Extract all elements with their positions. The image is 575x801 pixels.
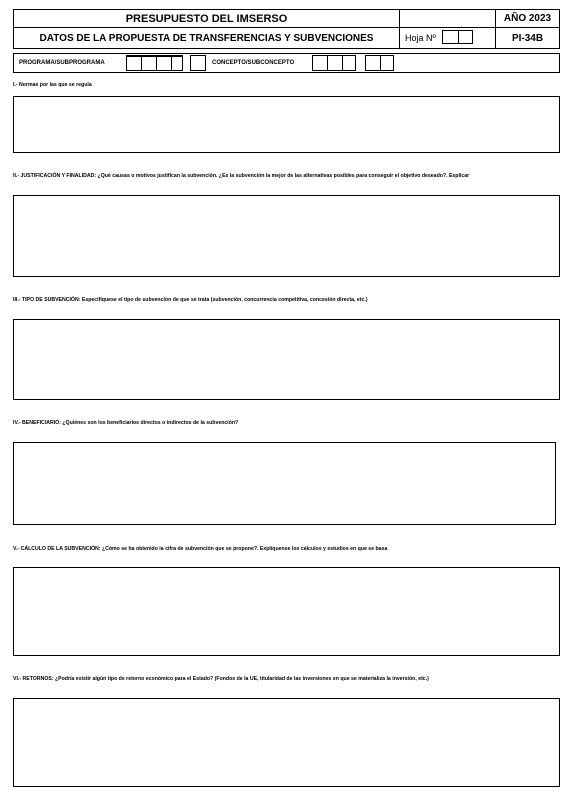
answer-box-justificacion[interactable] [13,195,560,277]
question-beneficiario: IV.- BENEFICIARIO: ¿Quiénes son los beneficiarios directos o indirectos de la subvención? [13,420,239,426]
question-tipo: III.- TIPO DE SUBVENCIÓN: Especifíquese el tipo de subvención de que se trata (subvención, concurrencia competitiva, concesión directa, etc.) [13,297,368,303]
form-code-cell [495,27,560,49]
form-title: PRESUPUESTO DEL IMSERSO [125,12,288,25]
hoja-label: Hoja Nº [405,33,436,43]
question-calculo: V.- CÁLCULO DE LA SUBVENCIÓN: ¿Cómo se ha obtenido la cifra de subvención que se propone?. Explíquense los cálculos y estudios en que se basa [13,546,388,552]
concepto-field[interactable] [312,55,356,71]
year-cell [495,9,560,28]
answer-box-tipo[interactable] [13,319,560,400]
year-label: AÑO 2023 [503,13,552,24]
subprograma-field[interactable] [190,55,206,71]
subtitle-cell [13,27,400,49]
question-normas: I.- Normas por las que se regula [13,82,92,88]
form-code: PI-34B [511,32,544,44]
answer-box-retornos[interactable] [13,698,560,787]
header-spacer-cell [399,9,496,28]
question-retornos: VI.- RETORNOS: ¿Podría existir algún tipo de retorno económico para el Estado? (Fondos de la UE, titularidad de las inversiones en que se materializa la inversión, etc.) [13,676,429,682]
question-justificacion: II.- JUSTIFICACIÓN Y FINALIDAD: ¿Qué causas o motivos justifican la subvención. ¿Es la subvención la mejor de las alternativas posibles para conseguir el objetivo deseado?. Explicar [13,173,470,179]
hoja-cell [399,27,496,49]
codes-row [13,53,560,73]
answer-box-beneficiario[interactable] [13,442,556,525]
form-title-cell [13,9,400,28]
programa-field[interactable] [126,55,183,71]
answer-box-calculo[interactable] [13,567,560,656]
hoja-number-field[interactable] [442,30,473,44]
answer-box-normas[interactable] [13,96,560,153]
programa-label: PROGRAMA/SUBPROGRAMA [19,60,105,66]
concepto-label: CONCEPTO/SUBCONCEPTO [212,60,295,66]
subconcepto-field[interactable] [365,55,394,71]
form-subtitle: DATOS DE LA PROPUESTA DE TRANSFERENCIAS Y SUBVENCIONES [39,32,374,44]
